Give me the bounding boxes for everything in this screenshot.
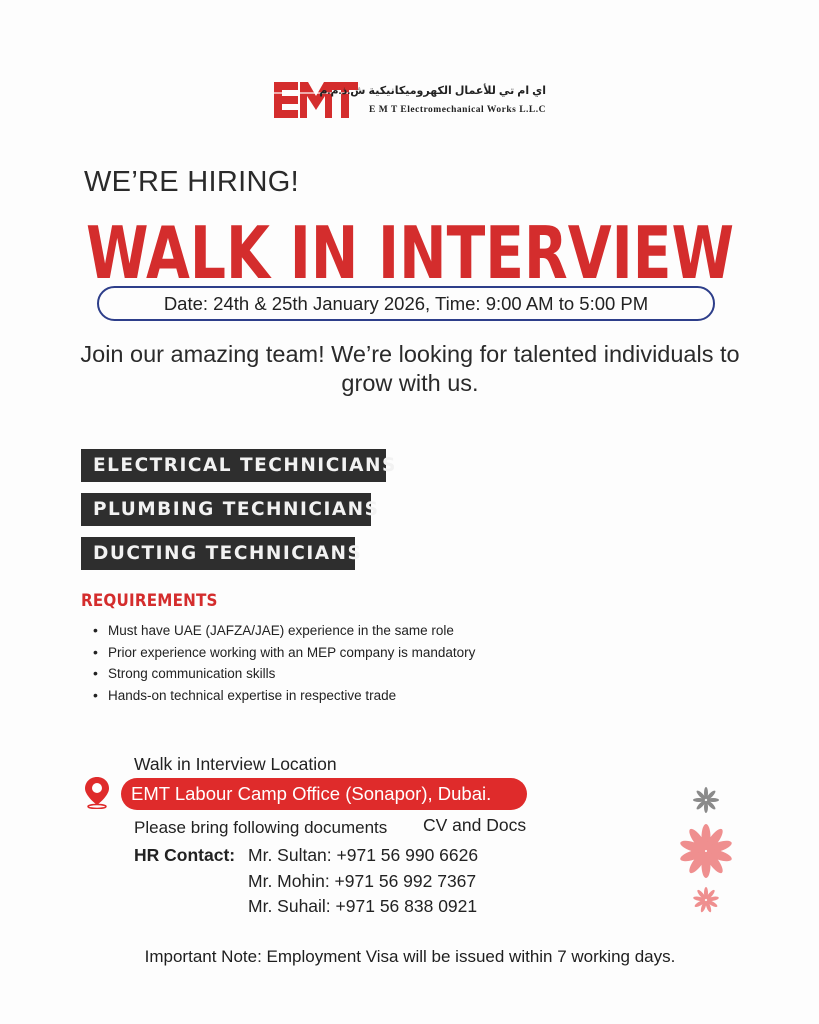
requirement-item: • Prior experience working with an MEP company is mandatory xyxy=(93,642,475,664)
date-time-pill: Date: 24th & 25th January 2026, Time: 9:00 AM to 5:00 PM xyxy=(97,286,715,321)
hr-contact-item: Mr. Mohin: +971 56 992 7367 xyxy=(248,871,477,891)
important-note: Important Note: Employment Visa will be issued within 7 working days. xyxy=(144,947,676,966)
company-name-arabic: اي ام تي للأعمال الكهروميكانيكية ش.ذ.م.م xyxy=(319,85,546,97)
hiring-line: WE’RE HIRING! xyxy=(84,166,299,198)
company-name-english: E M T Electromechanical Works L.L.C xyxy=(369,105,546,115)
requirements-title: REQUIREMENTS xyxy=(81,591,218,610)
intro-text: Join our amazing team! We’re looking for talented individuals to grow with us. xyxy=(80,341,740,396)
position-electrical: ELECTRICAL TECHNICIANS xyxy=(81,449,386,482)
hr-contact-item: Mr. Suhail: +971 56 838 0921 xyxy=(248,896,478,916)
hr-contact-label: HR Contact: xyxy=(134,845,236,865)
requirement-item: • Must have UAE (JAFZA/JAE) experience in the same role xyxy=(93,620,475,642)
requirement-item: • Strong communication skills xyxy=(93,663,475,685)
hr-contact-item: Mr. Sultan: +971 56 990 6626 xyxy=(248,845,479,865)
location-pin-icon xyxy=(82,775,112,809)
position-ducting: DUCTING TECHNICIANS xyxy=(81,537,355,570)
flower-icon xyxy=(678,823,734,879)
documents-label: Please bring following documents xyxy=(134,818,388,837)
requirement-item: • Hands-on technical expertise in respective trade xyxy=(93,685,475,707)
location-label: Walk in Interview Location xyxy=(134,754,337,774)
headline xyxy=(86,200,736,290)
position-plumbing: PLUMBING TECHNICIANS xyxy=(81,493,371,526)
location-value: EMT Labour Camp Office (Sonapor), Dubai. xyxy=(121,778,527,810)
flower-icon xyxy=(692,786,720,814)
requirements-list xyxy=(93,620,475,706)
flower-icon xyxy=(692,886,720,914)
documents-value: CV and Docs xyxy=(423,815,527,835)
headline-text: WALK IN INTERVIEW xyxy=(86,211,734,290)
